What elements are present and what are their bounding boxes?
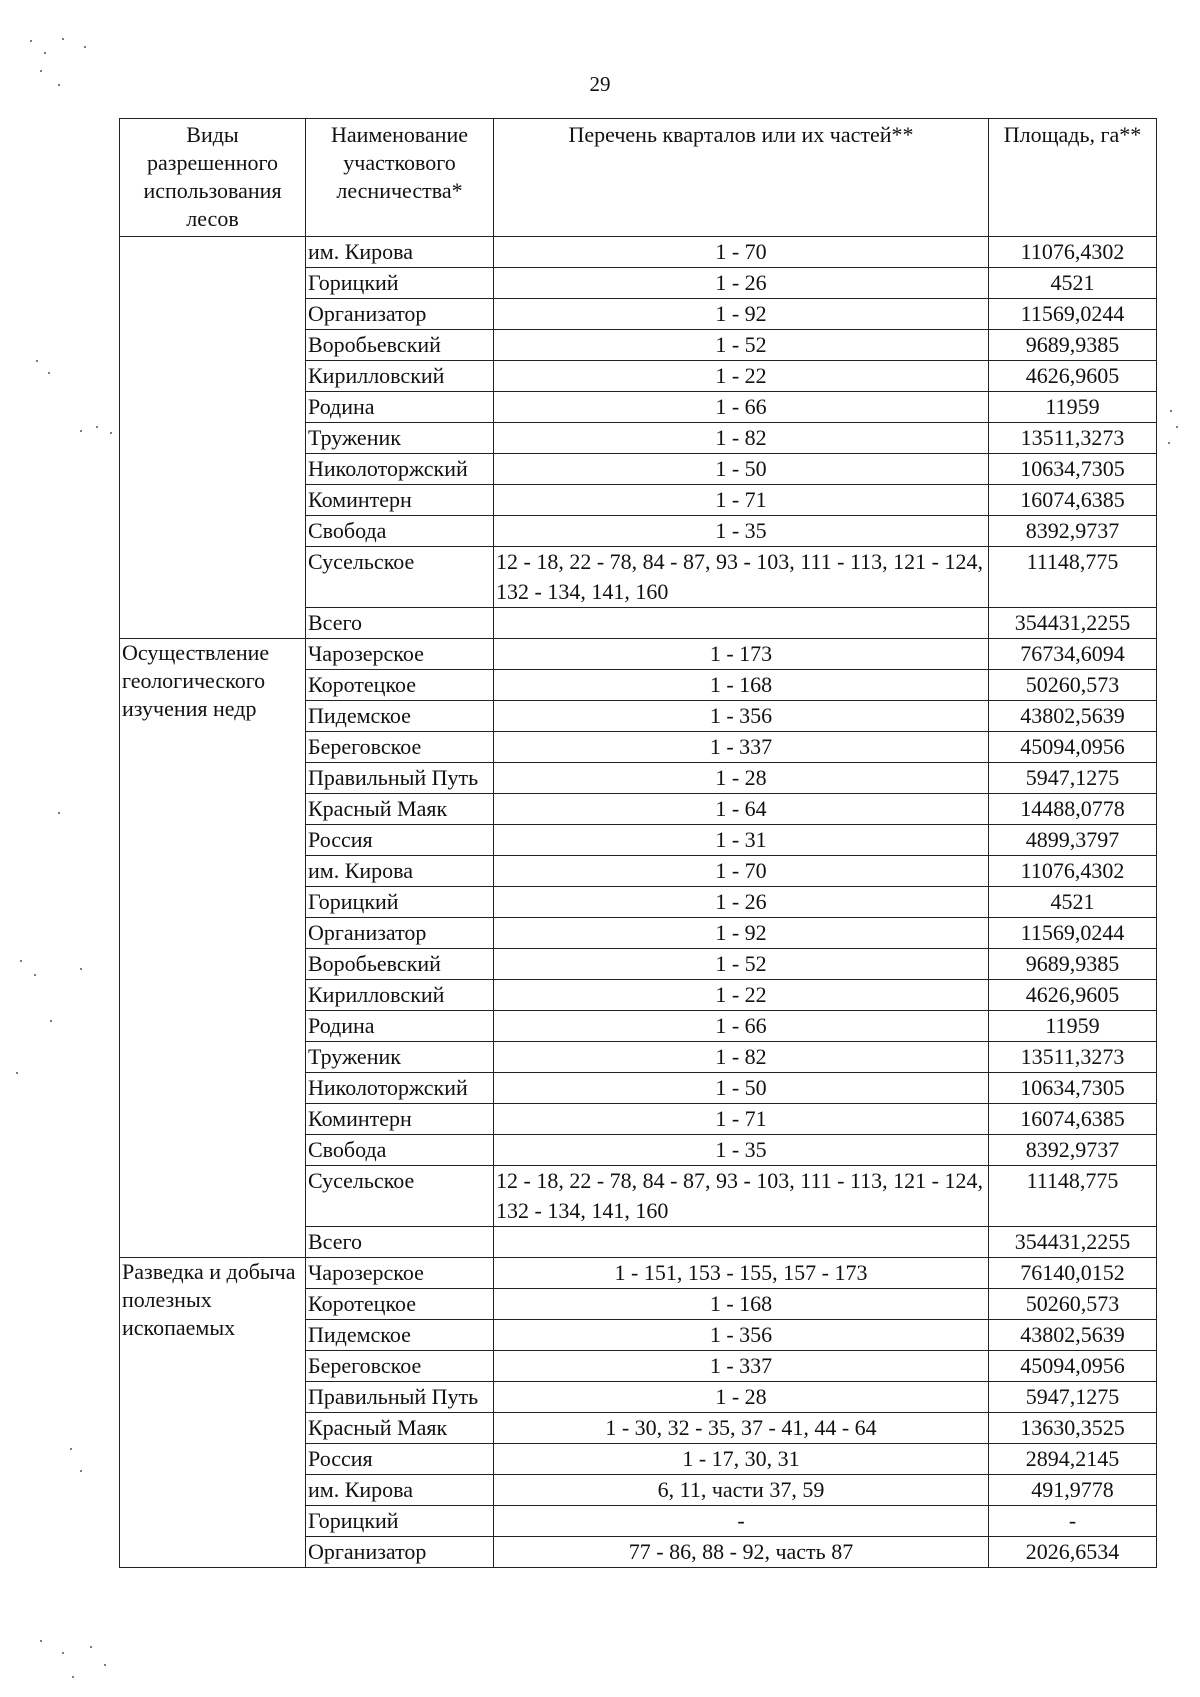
area-cell: 50260,573 (989, 1289, 1157, 1320)
area-cell: 11569,0244 (989, 918, 1157, 949)
area-cell: 4521 (989, 887, 1157, 918)
quarters-cell: 1 - 35 (494, 516, 989, 547)
quarters-cell (494, 1227, 989, 1258)
quarters-cell: 1 - 356 (494, 701, 989, 732)
forestry-name-cell: Кирилловский (306, 980, 494, 1011)
area-cell: 11569,0244 (989, 299, 1157, 330)
quarters-cell: 1 - 50 (494, 454, 989, 485)
area-cell: 8392,9737 (989, 516, 1157, 547)
forestry-name-cell: Организатор (306, 299, 494, 330)
area-cell: 8392,9737 (989, 1135, 1157, 1166)
forestry-name-cell: Родина (306, 392, 494, 423)
forestry-name-cell: Горицкий (306, 887, 494, 918)
area-cell: 13511,3273 (989, 423, 1157, 454)
forestry-name-cell: Россия (306, 1444, 494, 1475)
area-cell: 11959 (989, 1011, 1157, 1042)
use-type-cell (120, 237, 306, 639)
forestry-name-cell: Береговское (306, 1351, 494, 1382)
area-cell: 4521 (989, 268, 1157, 299)
quarters-cell: 1 - 70 (494, 856, 989, 887)
area-cell: 14488,0778 (989, 794, 1157, 825)
forestry-name-cell: Правильный Путь (306, 763, 494, 794)
forestry-name-cell: Свобода (306, 1135, 494, 1166)
area-cell: 76734,6094 (989, 639, 1157, 670)
table-row (120, 237, 1157, 268)
quarters-cell: 1 - 151, 153 - 155, 157 - 173 (494, 1258, 989, 1289)
header-area: Площадь, га** (989, 119, 1157, 237)
forest-use-table (119, 118, 1157, 1568)
header-quarters: Перечень кварталов или их частей** (494, 119, 989, 237)
quarters-cell: 1 - 64 (494, 794, 989, 825)
area-cell: 11148,775 (989, 1166, 1157, 1227)
forestry-name-cell: Николоторжский (306, 1073, 494, 1104)
quarters-cell: 77 - 86, 88 - 92, часть 87 (494, 1537, 989, 1568)
area-cell: 4626,9605 (989, 361, 1157, 392)
forestry-name-cell: Пидемское (306, 701, 494, 732)
forestry-name-cell: Горицкий (306, 1506, 494, 1537)
area-cell: 16074,6385 (989, 1104, 1157, 1135)
quarters-cell: 1 - 66 (494, 1011, 989, 1042)
quarters-cell: 1 - 66 (494, 392, 989, 423)
forestry-name-cell: Горицкий (306, 268, 494, 299)
forestry-name-cell: Николоторжский (306, 454, 494, 485)
forestry-name-cell: Красный Маяк (306, 794, 494, 825)
forestry-name-cell: Береговское (306, 732, 494, 763)
forestry-name-cell: им. Кирова (306, 237, 494, 268)
quarters-cell: 1 - 82 (494, 423, 989, 454)
area-cell: 11148,775 (989, 547, 1157, 608)
quarters-cell: 6, 11, части 37, 59 (494, 1475, 989, 1506)
forestry-name-cell: Чарозерское (306, 639, 494, 670)
area-cell: 2894,2145 (989, 1444, 1157, 1475)
quarters-cell: 1 - 173 (494, 639, 989, 670)
area-cell: 43802,5639 (989, 701, 1157, 732)
quarters-cell: 1 - 31 (494, 825, 989, 856)
quarters-cell: 1 - 22 (494, 980, 989, 1011)
forestry-name-cell: Всего (306, 1227, 494, 1258)
use-type-cell: Осуществление геологического изучения недр (120, 639, 306, 1258)
quarters-cell: 1 - 92 (494, 918, 989, 949)
area-cell: 9689,9385 (989, 330, 1157, 361)
forestry-name-cell: Красный Маяк (306, 1413, 494, 1444)
table-row (120, 639, 1157, 670)
forestry-name-cell: Организатор (306, 918, 494, 949)
area-cell: 45094,0956 (989, 732, 1157, 763)
quarters-cell: 1 - 71 (494, 1104, 989, 1135)
forestry-name-cell: Коротецкое (306, 670, 494, 701)
forestry-name-cell: Труженик (306, 423, 494, 454)
forestry-name-cell: Коминтерн (306, 485, 494, 516)
forestry-name-cell: Воробьевский (306, 330, 494, 361)
quarters-cell: 1 - 26 (494, 268, 989, 299)
area-cell: 13511,3273 (989, 1042, 1157, 1073)
area-cell: 10634,7305 (989, 1073, 1157, 1104)
forestry-name-cell: Труженик (306, 1042, 494, 1073)
area-cell: 50260,573 (989, 670, 1157, 701)
quarters-cell: 1 - 28 (494, 1382, 989, 1413)
area-cell: 76140,0152 (989, 1258, 1157, 1289)
forestry-name-cell: им. Кирова (306, 1475, 494, 1506)
quarters-cell: 1 - 26 (494, 887, 989, 918)
quarters-cell: 1 - 168 (494, 1289, 989, 1320)
table-body (120, 237, 1157, 1568)
area-cell: 9689,9385 (989, 949, 1157, 980)
forestry-name-cell: Организатор (306, 1537, 494, 1568)
quarters-cell: 1 - 337 (494, 732, 989, 763)
quarters-cell: 12 - 18, 22 - 78, 84 - 87, 93 - 103, 111 - 113, 121 - 124, 132 - 134, 141, 160 (494, 1166, 989, 1227)
area-cell: 11076,4302 (989, 237, 1157, 268)
forestry-name-cell: Пидемское (306, 1320, 494, 1351)
forestry-name-cell: Сусельское (306, 1166, 494, 1227)
area-cell: 10634,7305 (989, 454, 1157, 485)
quarters-cell: 1 - 337 (494, 1351, 989, 1382)
forestry-name-cell: Чарозерское (306, 1258, 494, 1289)
area-cell: 45094,0956 (989, 1351, 1157, 1382)
table-header-row (120, 119, 1157, 237)
quarters-cell: 1 - 52 (494, 330, 989, 361)
area-cell: 491,9778 (989, 1475, 1157, 1506)
quarters-cell: - (494, 1506, 989, 1537)
quarters-cell: 1 - 168 (494, 670, 989, 701)
area-cell: 11076,4302 (989, 856, 1157, 887)
quarters-cell: 1 - 22 (494, 361, 989, 392)
quarters-cell: 1 - 82 (494, 1042, 989, 1073)
use-type-cell: Разведка и добыча полезных ископаемых (120, 1258, 306, 1568)
area-cell: 4626,9605 (989, 980, 1157, 1011)
forestry-name-cell: Воробьевский (306, 949, 494, 980)
quarters-cell: 12 - 18, 22 - 78, 84 - 87, 93 - 103, 111 - 113, 121 - 124, 132 - 134, 141, 160 (494, 547, 989, 608)
quarters-cell: 1 - 17, 30, 31 (494, 1444, 989, 1475)
quarters-cell: 1 - 30, 32 - 35, 37 - 41, 44 - 64 (494, 1413, 989, 1444)
forestry-name-cell: Сусельское (306, 547, 494, 608)
area-cell: 5947,1275 (989, 1382, 1157, 1413)
quarters-cell: 1 - 70 (494, 237, 989, 268)
forestry-name-cell: Коминтерн (306, 1104, 494, 1135)
quarters-cell: 1 - 35 (494, 1135, 989, 1166)
area-cell: 11959 (989, 392, 1157, 423)
forestry-name-cell: Кирилловский (306, 361, 494, 392)
forestry-name-cell: Родина (306, 1011, 494, 1042)
area-cell: 354431,2255 (989, 1227, 1157, 1258)
forestry-name-cell: Коротецкое (306, 1289, 494, 1320)
area-cell: 5947,1275 (989, 763, 1157, 794)
quarters-cell: 1 - 52 (494, 949, 989, 980)
header-forestry-name: Наименование участкового лесничества* (306, 119, 494, 237)
quarters-cell: 1 - 28 (494, 763, 989, 794)
quarters-cell (494, 608, 989, 639)
area-cell: 4899,3797 (989, 825, 1157, 856)
quarters-cell: 1 - 92 (494, 299, 989, 330)
area-cell: 354431,2255 (989, 608, 1157, 639)
quarters-cell: 1 - 356 (494, 1320, 989, 1351)
area-cell: 13630,3525 (989, 1413, 1157, 1444)
table-row (120, 1258, 1157, 1289)
area-cell: 2026,6534 (989, 1537, 1157, 1568)
quarters-cell: 1 - 50 (494, 1073, 989, 1104)
area-cell: - (989, 1506, 1157, 1537)
quarters-cell: 1 - 71 (494, 485, 989, 516)
page-number: 29 (589, 72, 611, 96)
forestry-name-cell: Всего (306, 608, 494, 639)
forestry-name-cell: им. Кирова (306, 856, 494, 887)
forestry-name-cell: Правильный Путь (306, 1382, 494, 1413)
header-use-type: Виды разрешенного использования лесов (120, 119, 306, 237)
forestry-name-cell: Свобода (306, 516, 494, 547)
area-cell: 43802,5639 (989, 1320, 1157, 1351)
area-cell: 16074,6385 (989, 485, 1157, 516)
forestry-name-cell: Россия (306, 825, 494, 856)
